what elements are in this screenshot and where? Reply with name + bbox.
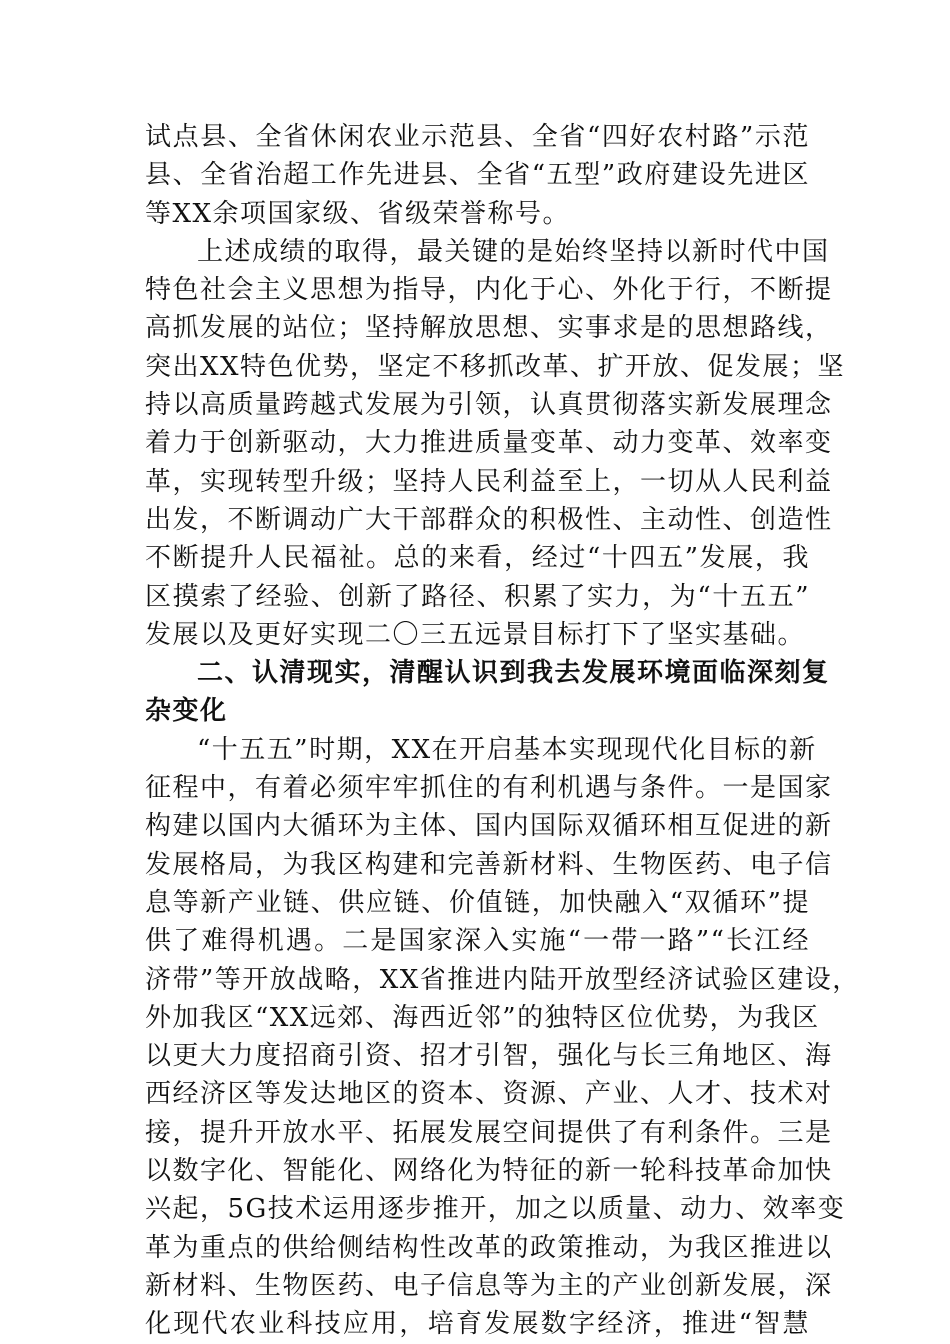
text-line: 以更大力度招商引资、招才引智，强化与长三角地区、海	[145, 1041, 833, 1072]
paragraph-1	[145, 118, 810, 233]
text-line: 济带”等开放战略，XX省推进内陆开放型经济试验区建设，	[145, 964, 860, 995]
paragraph-2	[145, 233, 846, 654]
text-line: 西经济区等发达地区的资本、资源、产业、人才、技术对	[145, 1079, 833, 1110]
text-line: 区摸索了经验、创新了路径、积累了实力，为“十五五”	[145, 581, 810, 612]
text-line: 特色社会主义思想为指导，内化于心、外化于行，不断提	[145, 275, 833, 306]
text-line: “十五五”时期，XX在开启基本实现现代化目标的新	[197, 734, 817, 765]
text-line: 新材料、生物医药、电子信息等为主的产业创新发展，深	[145, 1270, 833, 1301]
text-line: 不断提升人民福祉。总的来看，经过“十四五”发展，我	[145, 543, 810, 574]
text-line: 等XX余项国家级、省级荣誉称号。	[145, 198, 571, 229]
text-line: 县、全省治超工作先进县、全省“五型”政府建设先进区	[145, 160, 810, 191]
text-line: 出发，不断调动广大干部群众的积极性、主动性、创造性	[145, 504, 833, 535]
text-line: 发展以及更好实现二〇三五远景目标打下了坚实基础。	[145, 619, 806, 650]
text-line: 高抓发展的站位；坚持解放思想、实事求是的思想路线，	[145, 313, 833, 344]
text-line: 以数字化、智能化、网络化为特征的新一轮科技革命加快	[145, 1156, 833, 1187]
text-line: 上述成绩的取得，最关键的是始终坚持以新时代中国	[197, 236, 830, 267]
text-line: 征程中，有着必须牢牢抓住的有利机遇与条件。一是国家	[145, 773, 833, 804]
text-line: 兴起，5G技术运用逐步推开，加之以质量、动力、效率变	[145, 1194, 846, 1225]
text-line: 息等新产业链、供应链、价值链，加快融入“双循环”提	[145, 887, 810, 918]
text-line: 革为重点的供给侧结构性改革的政策推动，为我区推进以	[145, 1232, 833, 1263]
text-line: 接，提升开放水平、拓展发展空间提供了有利条件。三是	[145, 1117, 833, 1148]
text-line: 外加我区“XX远郊、海西近邻”的独特区位优势，为我区	[145, 1002, 820, 1033]
text-line: 试点县、全省休闲农业示范县、全省“四好农村路”示范	[145, 122, 810, 152]
text-line: 革，实现转型升级；坚持人民利益至上，一切从人民利益	[145, 466, 833, 497]
text-line: 发展格局，为我区构建和完善新材料、生物医药、电子信	[145, 849, 833, 880]
heading-line: 二、认清现实，清醒认识到我去发展环境面临深刻复	[197, 658, 830, 689]
text-line: 突出XX特色优势，坚定不移抓改革、扩开放、促发展；坚	[145, 351, 846, 382]
text-line: 着力于创新驱动，大力推进质量变革、动力变革、效率变	[145, 428, 833, 459]
text-line: 持以高质量跨越式发展为引领，认真贯彻落实新发展理念	[145, 390, 833, 421]
section-heading	[145, 654, 830, 731]
text-line: 供了难得机遇。二是国家深入实施“一带一路”“长江经	[145, 926, 810, 957]
document-page	[145, 118, 860, 1344]
heading-line: 杂变化	[145, 696, 228, 727]
text-line: 化现代农业科技应用，培育发展数字经济，推进“智慧	[145, 1309, 810, 1340]
paragraph-3	[145, 731, 860, 1344]
text-line: 构建以国内大循环为主体、国内国际双循环相互促进的新	[145, 811, 833, 842]
